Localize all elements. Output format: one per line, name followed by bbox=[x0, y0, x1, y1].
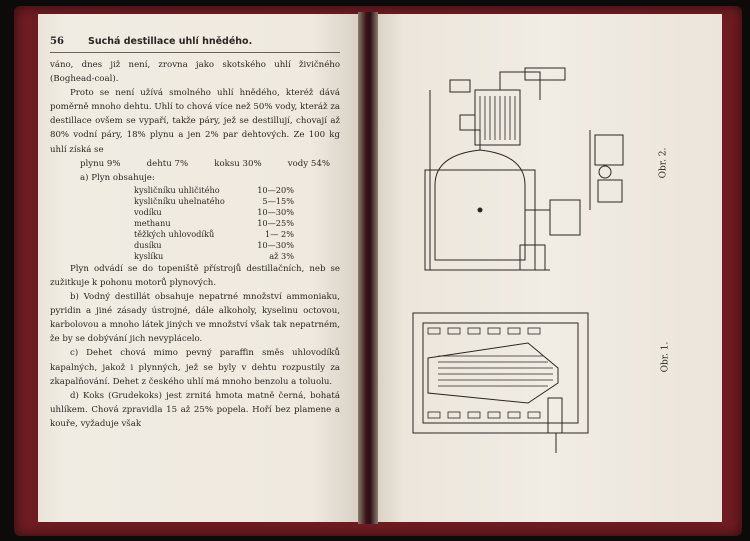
retort-center bbox=[478, 208, 482, 212]
table-row bbox=[134, 207, 294, 218]
gas-heading: a) Plyn obsahuje: bbox=[80, 172, 155, 183]
side-vessel bbox=[550, 200, 580, 235]
yield-row bbox=[50, 157, 340, 171]
retort-tubes bbox=[438, 356, 553, 386]
gasholder bbox=[525, 68, 565, 80]
yield-water: vody 54% bbox=[287, 158, 330, 169]
gas-name: dusíku bbox=[134, 239, 162, 250]
collector-tank bbox=[450, 80, 470, 92]
paragraph-5: c) Dehet chová mimo pevný paraffin směs uhlovodíků kapalných, jakož i plynných, jež se byly v dehtu rozpustily za zkapalňování. Dehet z českého uhlí má mnoho benzolu a toluolu. bbox=[50, 348, 340, 387]
figure-1-drawing bbox=[408, 308, 648, 458]
pump-base bbox=[598, 180, 622, 202]
condenser-coil bbox=[480, 96, 515, 140]
gas-range: 10—30% bbox=[257, 206, 294, 217]
gas-name: kysličníku uhličitého bbox=[134, 184, 220, 195]
outlet-block bbox=[548, 398, 562, 433]
left-page-body bbox=[50, 58, 340, 431]
table-row bbox=[134, 218, 294, 229]
figure-2-label: Obr. 2. bbox=[658, 147, 669, 179]
table-row bbox=[134, 185, 294, 196]
table-row bbox=[134, 251, 294, 262]
book-gutter bbox=[358, 12, 378, 524]
pump-frame bbox=[595, 135, 623, 165]
gas-range: až 3% bbox=[269, 250, 294, 261]
gas-range: 5—15% bbox=[262, 195, 294, 206]
gas-name: kyslíku bbox=[134, 250, 164, 261]
gas-composition-table bbox=[134, 185, 294, 262]
gas-range: 10—20% bbox=[257, 184, 294, 195]
gas-range: 1— 2% bbox=[265, 228, 294, 239]
paragraph-3: Plyn odvádí se do topeniště přístrojů destillačních, neb se zužitkuje k pohonu motorů plynových. bbox=[50, 263, 340, 288]
paragraph-4: b) Vodný destillát obsahuje nepatrné množství ammoniaku, pyridin a jiné zásady ústrojné, dále alkoholy, kyselinu octovou, karbolovou a mnoho látek jiných ve množství však tak nepatrném, že by se dobývání jich nevyplácelo. bbox=[50, 292, 340, 345]
gas-name: těžkých uhlovodíků bbox=[134, 228, 215, 239]
table-row bbox=[134, 240, 294, 251]
gas-name: vodíku bbox=[134, 206, 162, 217]
yield-tar: dehtu 7% bbox=[146, 158, 189, 169]
retort-vessel bbox=[435, 150, 525, 260]
retort-housing bbox=[425, 170, 535, 270]
figure-2-drawing bbox=[400, 60, 640, 280]
paragraph-6: d) Koks (Grudekoks) jest zrnitá hmota matně černá, bohatá uhlíkem. Chová zpravidla 15 až 25% popela. Hoří bez plamene a kouře, vyžaduje však bbox=[50, 390, 340, 429]
page-number: 56 bbox=[50, 36, 64, 47]
paragraph-2: Proto se není užívá smolného uhlí hnědého, kteréž dává poměrně mnoho dehtu. Uhlí to chová více než 50% vody, kteráž za destillace ovšem se vypaří, takže páry, jež se destillují, chovají až 80% vodní páry, 18% plynu a jen 2% par dehtových. Ze 100 kg uhlí získá se bbox=[50, 88, 340, 155]
gas-name: methanu bbox=[134, 217, 171, 228]
yield-coke: koksu 30% bbox=[214, 158, 262, 169]
yield-gas: plynu 9% bbox=[80, 158, 121, 169]
furnace-box bbox=[520, 245, 545, 270]
inner-chamber bbox=[423, 323, 578, 423]
running-title: Suchá destillace uhlí hnědého. bbox=[88, 36, 253, 47]
paragraph-1: váno, dnes již není, zrovna jako skotského uhlí živičného (Boghead-coal). bbox=[50, 60, 340, 85]
figure-1-label: Obr. 1. bbox=[660, 341, 671, 373]
gas-range: 10—30% bbox=[257, 239, 294, 250]
table-row bbox=[134, 196, 294, 207]
gas-name: kysličníku uhelnatého bbox=[134, 195, 225, 206]
condenser-box bbox=[475, 90, 520, 145]
header-rule bbox=[50, 52, 340, 53]
grate-cells bbox=[428, 328, 540, 418]
gas-range: 10—25% bbox=[257, 217, 294, 228]
pump-wheel bbox=[599, 166, 611, 178]
table-row bbox=[134, 229, 294, 240]
retort-plan bbox=[428, 343, 558, 403]
